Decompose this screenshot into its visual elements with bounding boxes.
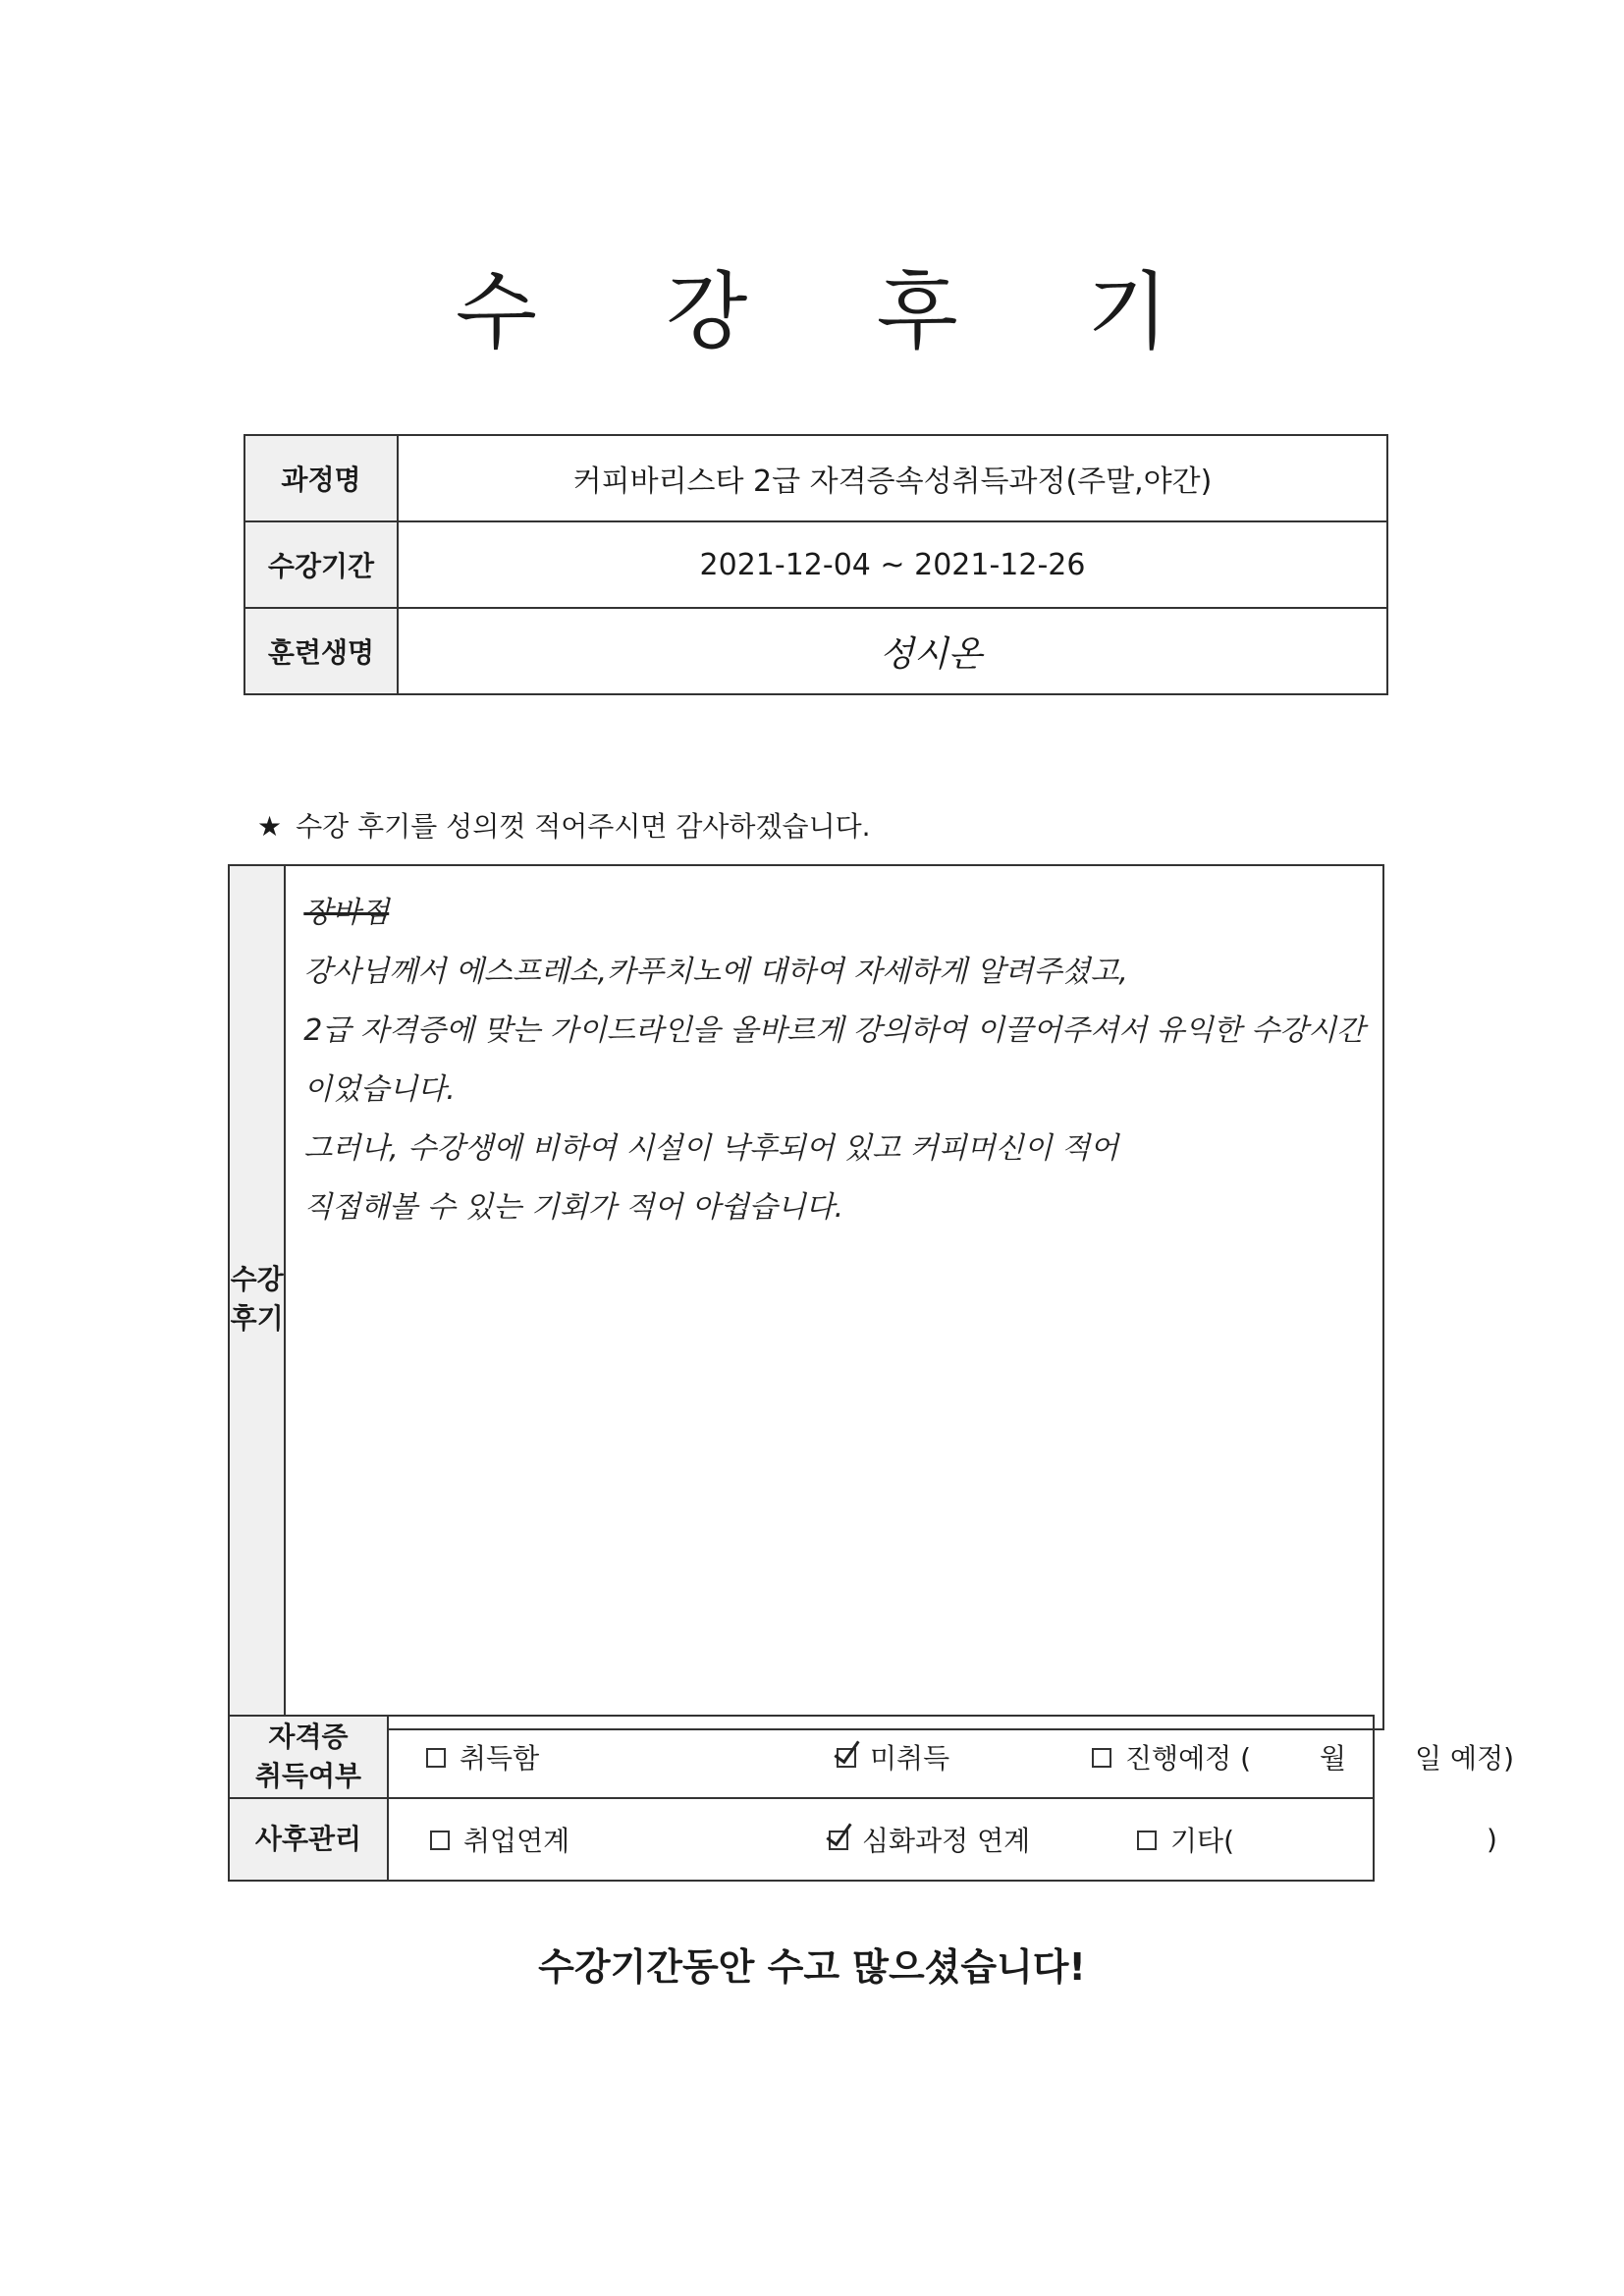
review-line-4: 그러나, 수강생에 비하여 시설이 낙후되어 있고 커피머신이 적어	[303, 1131, 1119, 1166]
certificate-label-line2: 취득여부	[254, 1760, 362, 1792]
review-row	[229, 865, 1383, 1729]
page-title: 수 강 후 기	[455, 263, 1220, 361]
certificate-options	[388, 1716, 1515, 1798]
course-row	[244, 435, 1387, 521]
option-employment[interactable]	[430, 1820, 569, 1859]
period-label: 수강기간	[244, 521, 398, 608]
certificate-label-line1: 자격증	[268, 1721, 349, 1753]
option-planned[interactable]	[1092, 1737, 1514, 1777]
option-advanced-course[interactable]	[829, 1820, 1030, 1859]
review-line-5: 직접해볼 수 있는 기회가 적어 아쉽습니다.	[303, 1190, 844, 1225]
option-employment-label: 취업연계	[463, 1825, 570, 1857]
course-value: 커피바리스타 2급 자격증속성취득과정(주말,야간)	[398, 435, 1387, 521]
option-obtained[interactable]	[426, 1737, 539, 1777]
period-value: 2021-12-04 ~ 2021-12-26	[398, 521, 1387, 608]
certificate-row	[229, 1716, 1374, 1798]
trainee-name-handwritten: 성시온	[398, 608, 1387, 694]
option-other-label: 기타(	[1170, 1825, 1235, 1857]
aftercare-row	[229, 1798, 1374, 1881]
aftercare-label: 사후관리	[229, 1798, 388, 1881]
day-label: 일 예정)	[1415, 1742, 1515, 1775]
checked-checkbox-icon[interactable]	[829, 1831, 848, 1850]
trainee-label: 훈련생명	[244, 608, 398, 694]
checkbox-icon[interactable]	[430, 1831, 450, 1850]
month-label: 월	[1320, 1742, 1347, 1775]
review-line-1: 강사님께서 에스프레소,카푸치노에 대하여 자세하게 알려주셨고,	[303, 955, 1128, 989]
option-advanced-course-label: 심화과정 연계	[862, 1825, 1031, 1857]
course-info-table	[244, 434, 1388, 695]
checked-checkbox-icon[interactable]	[837, 1748, 856, 1768]
star-icon: ★	[257, 810, 283, 843]
instruction-text: 수강 후기를 성의껏 적어주시면 감사하겠습니다.	[296, 810, 871, 843]
status-table	[228, 1715, 1515, 1882]
review-content	[285, 865, 1383, 1729]
period-row	[244, 521, 1387, 608]
review-line-3: 이었습니다.	[303, 1072, 456, 1107]
review-table	[228, 864, 1384, 1730]
certificate-label	[229, 1716, 388, 1798]
instruction-note	[257, 805, 871, 845]
review-label: 수강후기	[229, 865, 285, 1729]
struck-text: 장바점	[303, 896, 390, 930]
option-not-obtained[interactable]	[837, 1737, 949, 1777]
option-other[interactable]	[1137, 1820, 1234, 1859]
trainee-row	[244, 608, 1387, 694]
option-other-close: )	[1487, 1823, 1497, 1856]
option-obtained-label: 취득함	[460, 1742, 540, 1775]
review-line-2: 2급 자격증에 맞는 가이드라인을 올바르게 강의하여 이끌어주셔서 유익한 수강시간	[303, 1013, 1365, 1048]
checkbox-icon[interactable]	[1137, 1831, 1157, 1850]
checkbox-icon[interactable]	[426, 1748, 446, 1768]
option-not-obtained-label: 미취득	[870, 1742, 950, 1775]
closing-message: 수강기간동안 수고 많으셨습니다!	[538, 1945, 1086, 1989]
aftercare-options	[388, 1798, 1497, 1881]
course-label: 과정명	[244, 435, 398, 521]
checkbox-icon[interactable]	[1092, 1748, 1111, 1768]
option-planned-label: 진행예정 (	[1125, 1742, 1252, 1775]
